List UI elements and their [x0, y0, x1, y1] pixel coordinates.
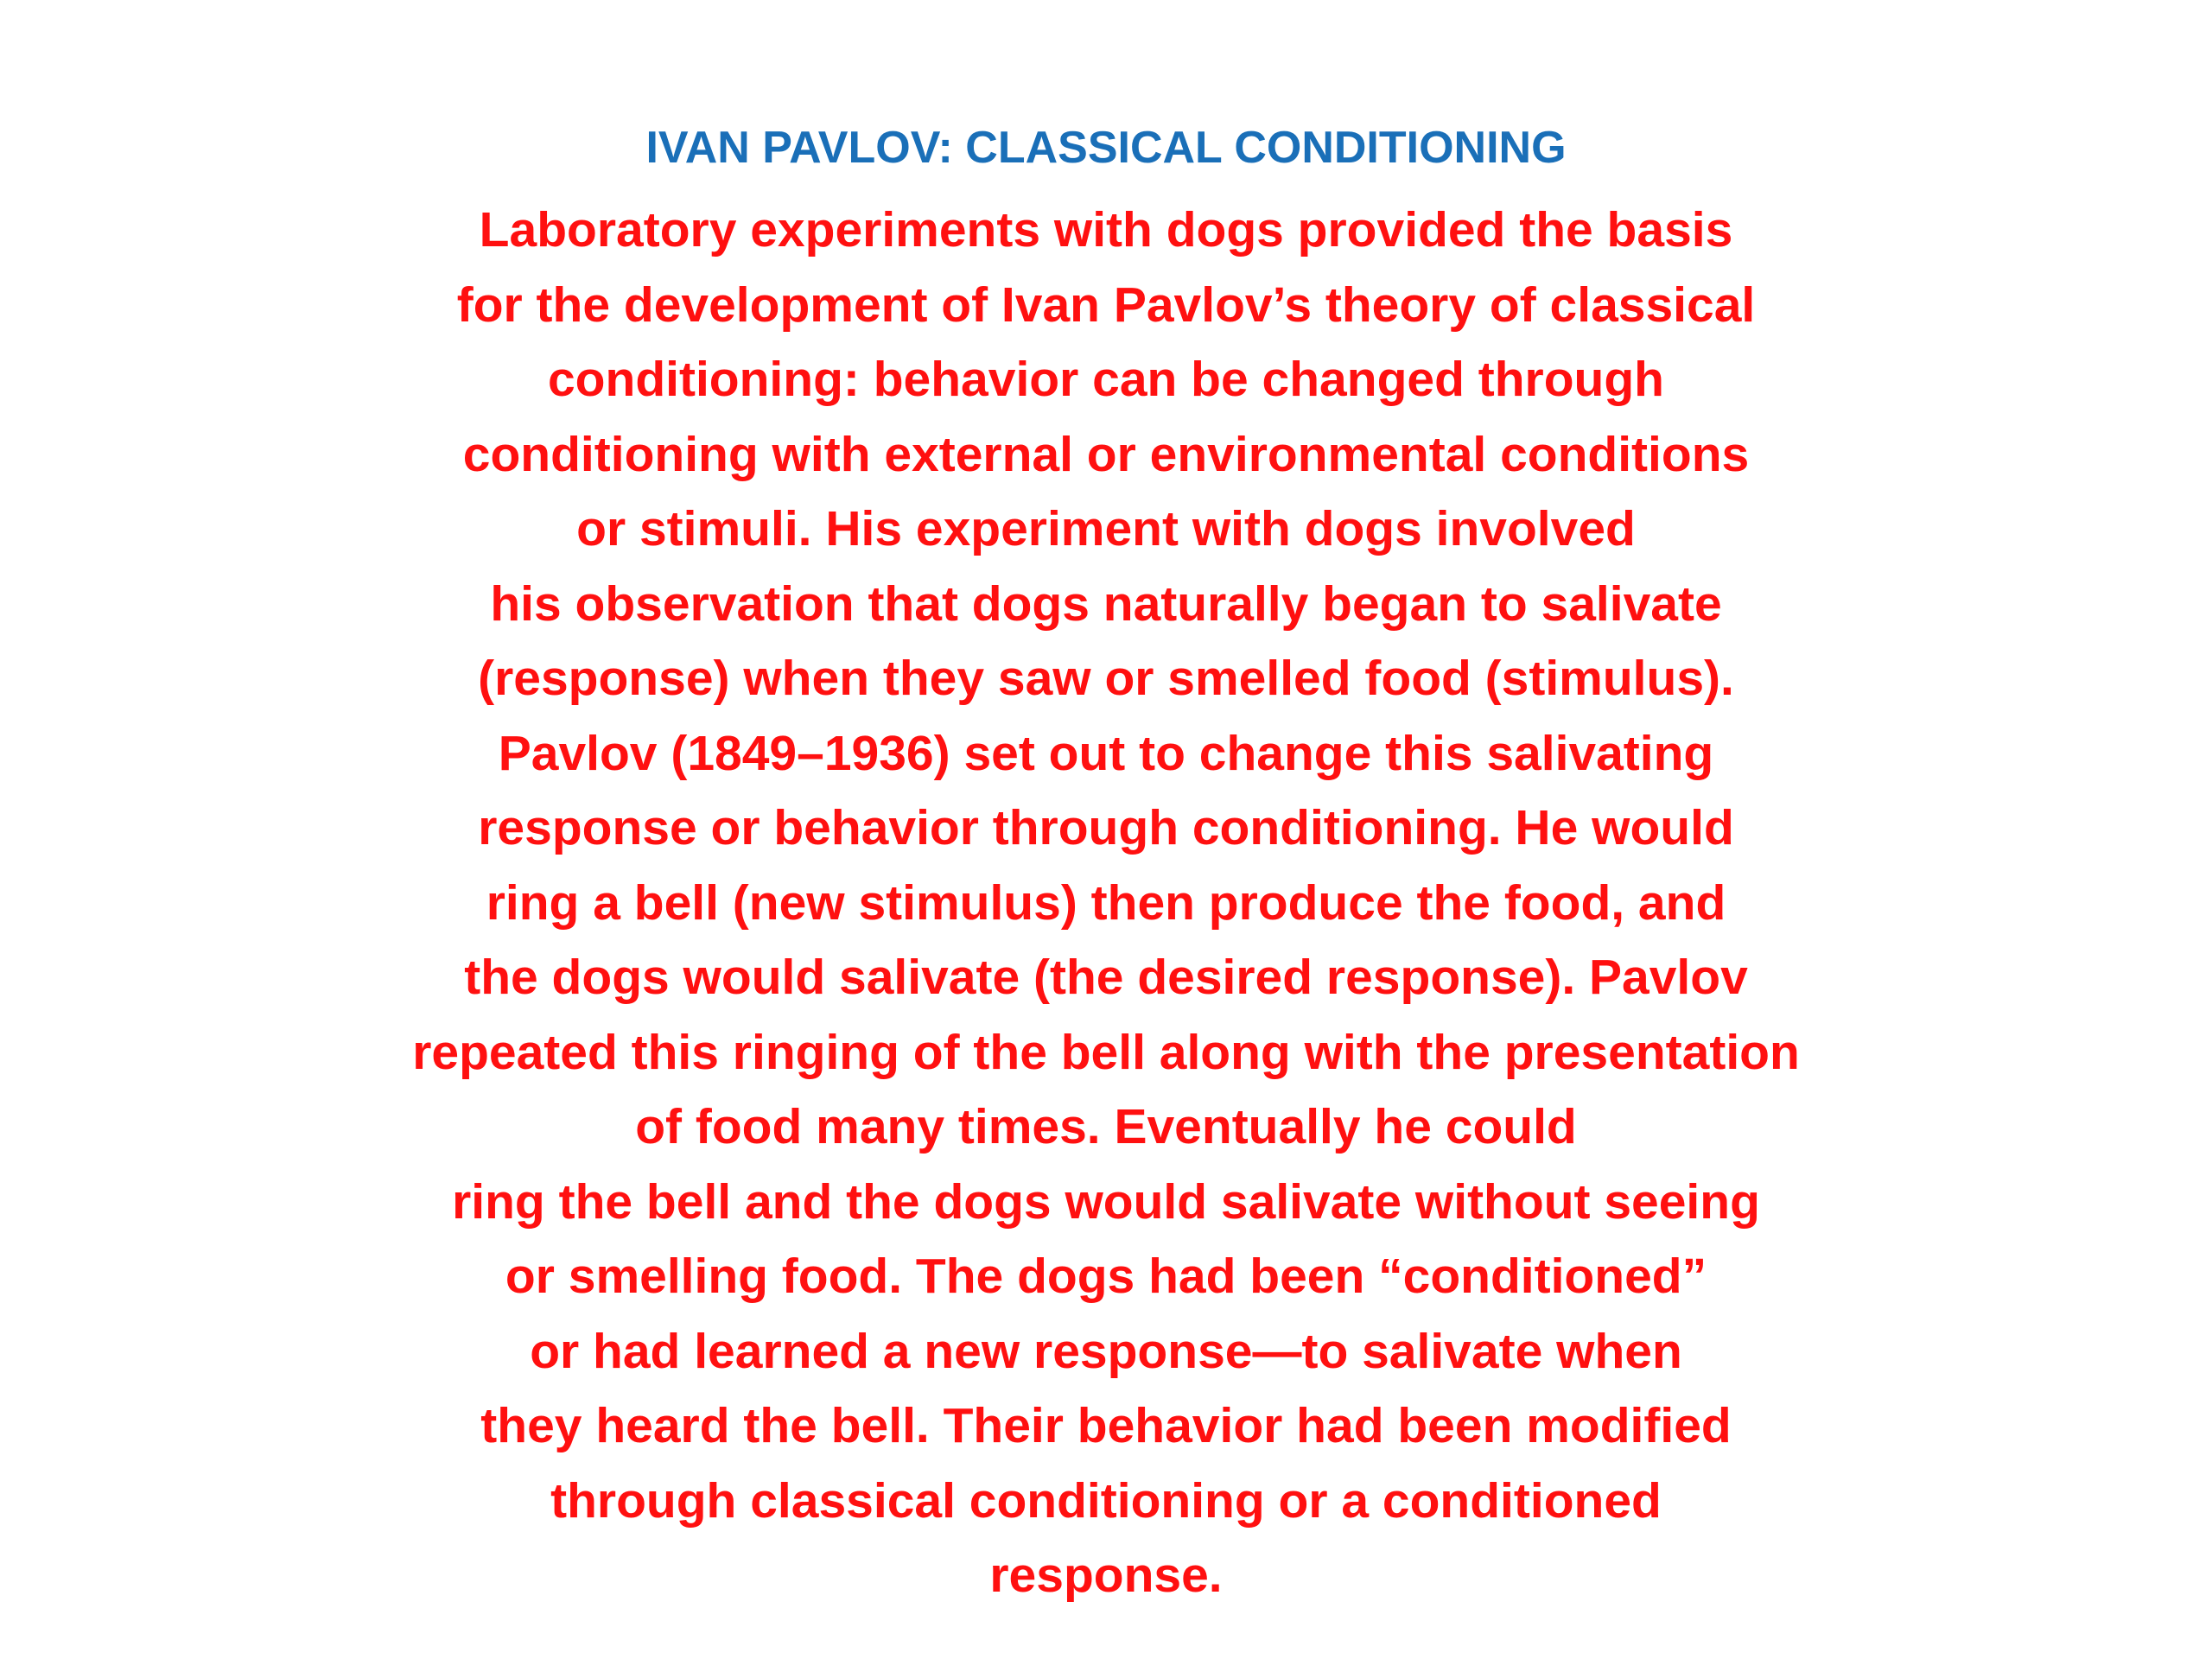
- body-line: repeated this ringing of the bell along with the presentation: [412, 1024, 1800, 1080]
- slide-title: IVAN PAVLOV: CLASSICAL CONDITIONING: [645, 123, 1567, 173]
- body-line: (response) when they saw or smelled food (stimulus).: [478, 651, 1734, 706]
- body-line: ring the bell and the dogs would salivate without seeing: [452, 1173, 1760, 1230]
- body-line: or smelling food. The dogs had been “conditioned”: [505, 1249, 1707, 1304]
- body-line: the dogs would salivate (the desired response). Pavlov: [464, 950, 1748, 1005]
- body-line: or had learned a new response—to salivate when: [530, 1323, 1682, 1379]
- body-line: they heard the bell. Their behavior had been modified: [480, 1398, 1732, 1453]
- body-line: response.: [989, 1548, 1223, 1603]
- body-line: Pavlov (1849–1936) set out to change this salivating: [498, 725, 1714, 781]
- body-line: of food many times. Eventually he could: [635, 1099, 1577, 1154]
- body-line: his observation that dogs naturally began to salivate: [490, 575, 1722, 632]
- body-line: Laboratory experiments with dogs provided the basis: [479, 202, 1733, 257]
- body-line: or stimuli. His experiment with dogs involved: [576, 501, 1636, 556]
- body-line: response or behavior through conditioning. He would: [478, 800, 1734, 855]
- body-line: ring a bell (new stimulus) then produce the food, and: [486, 874, 1726, 931]
- body-line: for the development of Ivan Pavlov’s theory of classical: [456, 276, 1756, 333]
- slide-body-text: [0, 193, 2212, 1613]
- body-line: through classical conditioning or a conditioned: [550, 1472, 1662, 1529]
- body-line: conditioning with external or environmental conditions: [462, 426, 1750, 482]
- body-line: conditioning: behavior can be changed through: [547, 352, 1665, 407]
